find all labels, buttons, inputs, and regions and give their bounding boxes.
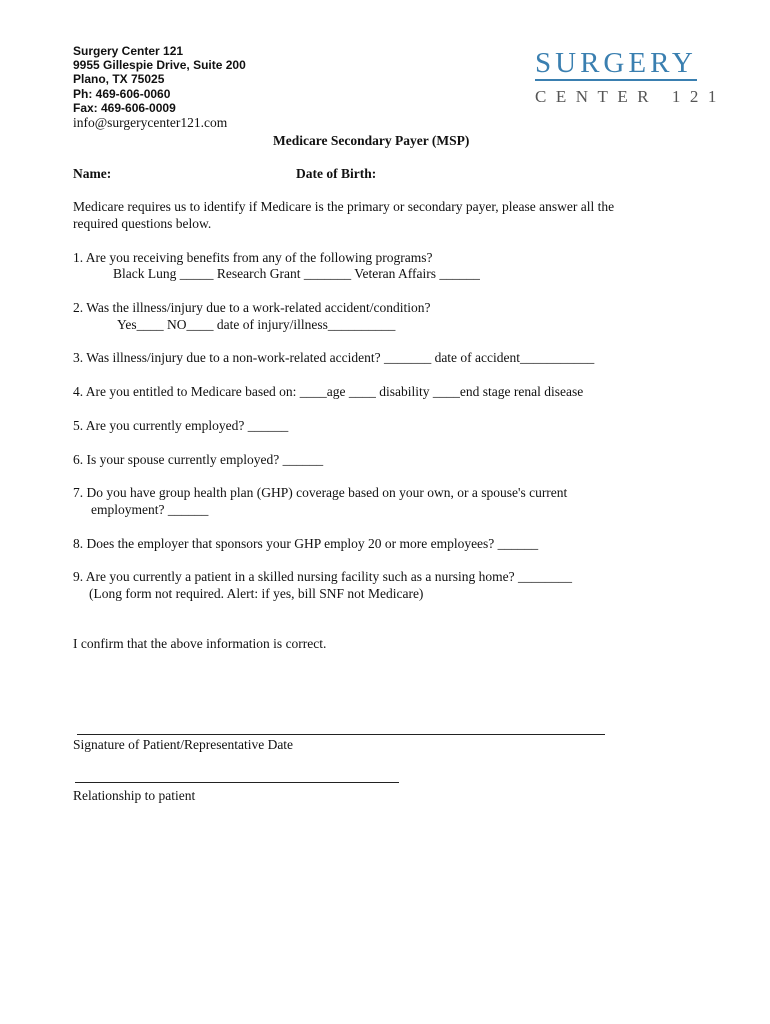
clinic-fax: Fax: 469-606-0009 [73, 100, 176, 115]
question-3: 3. Was illness/injury due to a non-work-related accident? _______ date of accident___________ [73, 350, 595, 365]
question-9-note: (Long form not required. Alert: if yes, bill SNF not Medicare) [89, 586, 424, 601]
relationship-label: Relationship to patient [73, 788, 196, 803]
question-1: 1. Are you receiving benefits from any of the following programs? [73, 250, 433, 265]
question-7: 7. Do you have group health plan (GHP) coverage based on your own, or a spouse's current [73, 485, 568, 500]
clinic-name: Surgery Center 121 [73, 44, 184, 58]
intro-line-2: required questions below. [73, 216, 212, 231]
clinic-street: 9955 Gillespie Drive, Suite 200 [73, 58, 246, 73]
question-8: 8. Does the employer that sponsors your GHP employ 20 or more employees? ______ [73, 536, 539, 551]
question-4: 4. Are you entitled to Medicare based on: ____age ____ disability ____end stage renal disease [73, 384, 584, 399]
logo-wordmark-top: SURGERY [535, 47, 697, 79]
question-6: 6. Is your spouse currently employed? ______ [73, 452, 324, 467]
question-2-options: Yes____ NO____ date of injury/illness__________ [117, 317, 396, 332]
clinic-phone: Ph: 469-606-0060 [73, 86, 171, 101]
logo-wordmark-bottom: CENTER 121 [535, 86, 726, 106]
signature-line[interactable] [77, 734, 605, 735]
form-title: Medicare Secondary Payer (MSP) [273, 133, 470, 148]
question-5: 5. Are you currently employed? ______ [73, 418, 289, 433]
relationship-line[interactable] [75, 782, 399, 783]
confirmation-statement: I confirm that the above information is correct. [73, 636, 327, 651]
question-2: 2. Was the illness/injury due to a work-related accident/condition? [73, 300, 431, 315]
question-1-options: Black Lung _____ Research Grant _______ Veteran Affairs ______ [113, 266, 480, 281]
clinic-email: info@surgerycenter121.com [73, 115, 228, 130]
name-label: Name: [73, 166, 112, 181]
clinic-city: Plano, TX 75025 [73, 72, 165, 87]
dob-label: Date of Birth: [296, 166, 377, 181]
intro-line-1: Medicare requires us to identify if Medicare is the primary or secondary payer, please answer all the [73, 199, 615, 214]
question-9: 9. Are you currently a patient in a skilled nursing facility such as a nursing home? ________ [73, 569, 573, 584]
question-7-continued: employment? ______ [91, 502, 209, 517]
signature-label: Signature of Patient/Representative Date [73, 737, 294, 752]
